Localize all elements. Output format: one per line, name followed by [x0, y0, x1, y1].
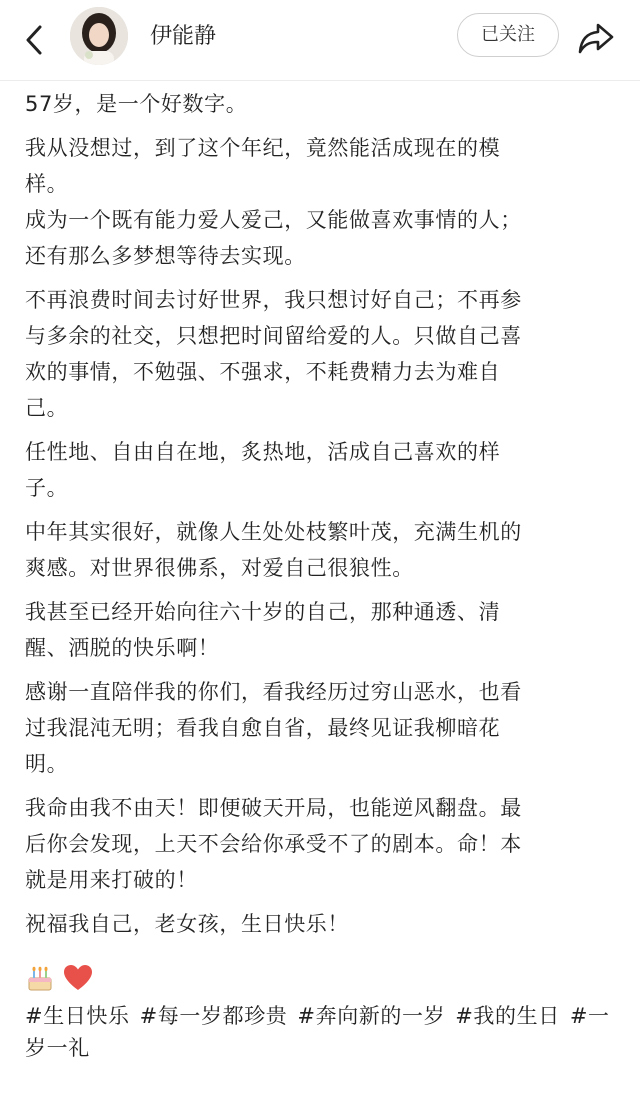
hashtag-link[interactable]: #奔向新的一岁 — [297, 1004, 446, 1028]
post-text-line: 就是用来打破的！ — [25, 868, 198, 892]
post-paragraph — [25, 282, 610, 426]
post-text-line: 醒、洒脱的快乐啊！ — [25, 636, 220, 660]
post-text-line: 57岁，是一个好数字。 — [25, 92, 248, 116]
hashtag-list — [25, 1000, 610, 1064]
post-text-line: 后你会发现，上天不会给你承受不了的剧本。命！本 — [25, 832, 522, 856]
post-text-line: 祝福我自己，老女孩，生日快乐！ — [25, 912, 349, 936]
post-text-line: 己。 — [25, 396, 69, 420]
hashtag-link[interactable]: #我的生日 — [455, 1004, 560, 1028]
post-paragraph — [25, 594, 610, 666]
post-text-line: 我从没想过，到了这个年纪，竟然能活成现在的模 — [25, 136, 501, 160]
share-icon — [577, 21, 615, 55]
username[interactable]: 伊能静 — [150, 24, 217, 49]
post-paragraph — [25, 434, 610, 506]
hashtag-link[interactable]: #生日快乐 — [25, 1004, 130, 1028]
post-text-line: 任性地、自由自在地，炙热地，活成自己喜欢的样 — [25, 440, 501, 464]
emoji-row — [25, 960, 610, 996]
post-text-line: 过我混沌无明；看我自愈自省，最终见证我柳暗花 — [25, 716, 501, 740]
post-paragraph — [25, 514, 610, 586]
chevron-left-icon — [23, 24, 45, 56]
post-text-line: 明。 — [25, 752, 69, 776]
hashtag-link[interactable]: #一岁一礼 — [25, 1004, 610, 1060]
post-text-line: 与多余的社交，只想把时间留给爱的人。只做自己喜 — [25, 324, 522, 348]
post-paragraph — [25, 674, 610, 782]
post-paragraph — [25, 790, 610, 898]
post-paragraph — [25, 130, 610, 274]
post-text-line: 中年其实很好，就像人生处处枝繁叶茂，充满生机的 — [25, 520, 522, 544]
post-text-line: 子。 — [25, 476, 69, 500]
post-text-line: 我命由我不由天！即便破天开局，也能逆风翻盘。最 — [25, 796, 522, 820]
post-text-line: 爽感。对世界很佛系，对爱自己很狼性。 — [25, 556, 414, 580]
post-text-line: 欢的事情，不勉强、不强求，不耗费精力去为难自 — [25, 360, 501, 384]
share-button[interactable] — [574, 16, 618, 60]
post-text-line: 我甚至已经开始向往六十岁的自己，那种通透、清 — [25, 600, 501, 624]
post-text-line: 感谢一直陪伴我的你们，看我经历过穷山恶水，也看 — [25, 680, 522, 704]
cake-icon — [25, 963, 55, 993]
post-paragraph — [25, 906, 610, 942]
follow-button[interactable]: 已关注 — [457, 13, 559, 57]
post-paragraph — [25, 86, 610, 122]
avatar[interactable] — [70, 7, 128, 65]
back-button[interactable] — [12, 18, 56, 62]
post-text-line: 不再浪费时间去讨好世界，我只想讨好自己；不再参 — [25, 288, 522, 312]
post-text-line: 样。 — [25, 172, 69, 196]
post-text-line: 成为一个既有能力爱人爱己，又能做喜欢事情的人； — [25, 208, 522, 232]
hashtag-link[interactable]: #每一岁都珍贵 — [139, 1004, 288, 1028]
post-content — [25, 86, 610, 1064]
heart-icon — [63, 964, 93, 992]
post-text-line: 还有那么多梦想等待去实现。 — [25, 244, 306, 268]
top-bar — [0, 0, 640, 81]
